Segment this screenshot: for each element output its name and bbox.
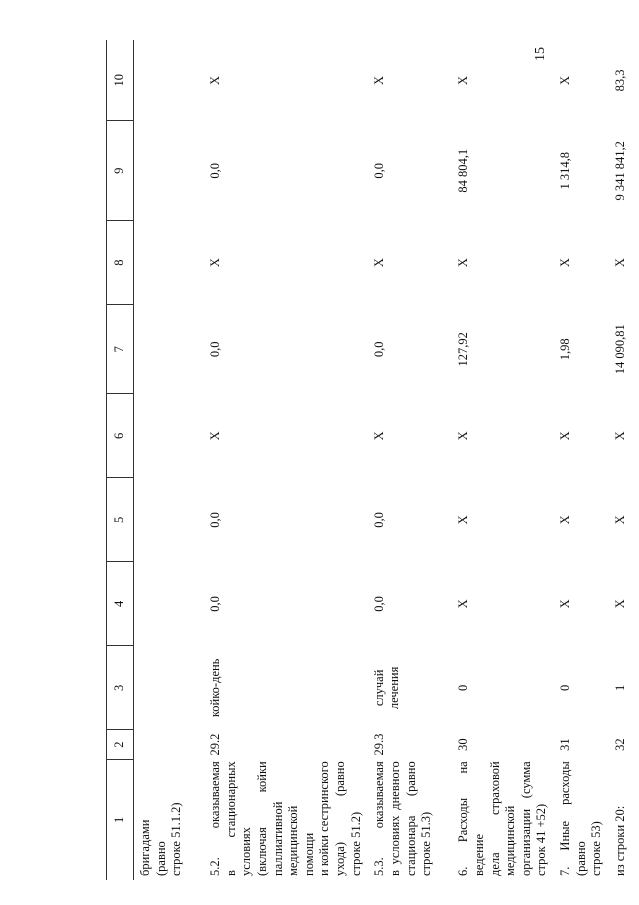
cell-col-9	[134, 121, 205, 221]
col-header-8: 8	[106, 221, 134, 305]
row-label-cell	[368, 759, 452, 880]
cell-col-10: Х	[372, 75, 387, 85]
cell-col-6: Х	[456, 431, 471, 441]
row-label-cell	[452, 759, 554, 880]
cell-col-10	[134, 40, 205, 121]
page-number: 15	[533, 47, 548, 61]
cell-col-4: Х	[612, 599, 627, 609]
cell-col-9: 9 341 841,2	[612, 141, 627, 201]
cell-col-2: 29.2	[208, 733, 222, 756]
cell-col-5: Х	[612, 515, 627, 525]
row-label-line: бригадами	[138, 819, 152, 876]
cell-col-6: Х	[372, 431, 387, 441]
table-top-border	[106, 40, 107, 880]
row-label-line: строк 41 +52)	[534, 803, 549, 876]
row-label-line: организации (сумма	[518, 761, 533, 876]
cell-col-7: 0,0	[372, 341, 387, 358]
cell-col-6: Х	[612, 431, 627, 441]
cell-col-3: случай лечения	[372, 666, 402, 710]
cell-col-6: Х	[558, 431, 572, 441]
cell-col-5: 0,0	[208, 512, 222, 528]
col-header-4: 4	[106, 562, 134, 646]
cell-col-3: койко-день	[208, 658, 222, 718]
col-header-3: 3	[106, 646, 134, 730]
table-row	[554, 40, 609, 880]
cell-col-2: 32	[612, 738, 627, 751]
col-header-7: 7	[106, 305, 134, 394]
row-label-line: медицинской помощи	[286, 805, 316, 876]
cell-col-7: 127,92	[456, 332, 471, 367]
row-label-line: дела страховой	[487, 761, 502, 876]
cell-col-8: Х	[612, 258, 627, 268]
row-label-line: стационара (равно	[403, 761, 418, 876]
col-header-1: 1	[106, 759, 134, 880]
row-label-line: ухода) (равно	[333, 761, 347, 876]
table-row	[452, 40, 554, 880]
rotated-table	[106, 40, 627, 880]
table-row	[204, 40, 368, 880]
cell-col-8	[134, 221, 205, 305]
cell-col-9: 0,0	[208, 162, 222, 179]
cell-col-8: Х	[558, 258, 572, 268]
row-label-cell	[554, 759, 609, 880]
col-header-2: 2	[106, 730, 134, 759]
cell-col-4: Х	[456, 599, 471, 609]
cell-col-2: 30	[456, 738, 471, 751]
cell-col-7: 1,98	[558, 338, 572, 361]
cell-col-7: 0,0	[208, 341, 222, 358]
cell-col-2	[134, 730, 205, 759]
row-label-line: 7. Иные расходы (равно	[558, 761, 588, 876]
table-row	[368, 40, 452, 880]
row-label-line: из строки 20:	[612, 805, 627, 876]
data-table	[106, 40, 639, 880]
row-label-line: в условиях дневного	[387, 761, 402, 876]
cell-col-2: 29.3	[372, 733, 387, 756]
row-label-line: 5.3. оказываемая	[372, 761, 387, 876]
col-header-6: 6	[106, 394, 134, 478]
table-row	[134, 40, 205, 880]
cell-col-5: Х	[456, 515, 471, 525]
row-label-line: паллиативной	[270, 801, 285, 876]
cell-col-7: 14 090,81	[612, 324, 627, 375]
cell-col-8: Х	[372, 258, 387, 268]
cell-col-7	[134, 305, 205, 394]
row-label-cell	[609, 759, 639, 880]
cell-col-6	[134, 394, 205, 478]
cell-col-5: Х	[558, 515, 572, 525]
cell-col-4: 0,0	[372, 596, 387, 612]
cell-col-8: Х	[456, 258, 471, 268]
cell-col-3: 1	[612, 684, 627, 691]
row-label-line: (равно	[153, 841, 168, 876]
cell-col-9: 1 314,8	[558, 152, 572, 190]
cell-col-10: Х	[558, 75, 572, 85]
row-label-cell	[134, 759, 205, 880]
row-label-line: 6. Расходы на ведение	[456, 761, 486, 876]
cell-col-5: 0,0	[372, 512, 387, 528]
cell-col-3: 0	[558, 684, 572, 691]
col-header-5: 5	[106, 478, 134, 562]
cell-col-4: 0,0	[208, 596, 222, 612]
row-label-line: строке 51.1.2)	[169, 802, 184, 876]
row-label-line: и койки сестринского	[317, 761, 332, 876]
table-wrapper	[106, 40, 627, 876]
row-label-cell	[204, 759, 368, 880]
cell-col-2: 31	[558, 738, 572, 751]
row-label-line: 5.2. оказываемая	[208, 761, 222, 876]
cell-col-5	[134, 478, 205, 562]
cell-col-4: Х	[558, 599, 572, 609]
cell-col-4	[134, 562, 205, 646]
cell-col-3: 0	[456, 684, 471, 691]
table-row	[609, 40, 639, 880]
row-label-line: строке 51.2)	[348, 811, 363, 876]
cell-col-3	[134, 646, 205, 730]
cell-col-6: Х	[208, 431, 222, 441]
col-header-10: 10	[106, 40, 134, 121]
row-label-line: в стационарных условиях	[223, 761, 254, 876]
cell-col-10: Х	[456, 75, 471, 85]
cell-col-9: 0,0	[372, 162, 387, 179]
cell-col-10: 83,3	[612, 69, 627, 92]
row-label-line: строке 53)	[589, 821, 604, 876]
col-header-9: 9	[106, 121, 134, 221]
cell-col-10: Х	[208, 75, 222, 85]
row-label-line: строке 51.3)	[419, 811, 434, 876]
row-label-line: медицинской	[503, 805, 518, 876]
cell-col-8: Х	[208, 258, 222, 268]
cell-col-9: 84 804,1	[456, 148, 471, 193]
row-label-line: (включая койки	[254, 761, 269, 876]
header-row	[106, 40, 134, 880]
